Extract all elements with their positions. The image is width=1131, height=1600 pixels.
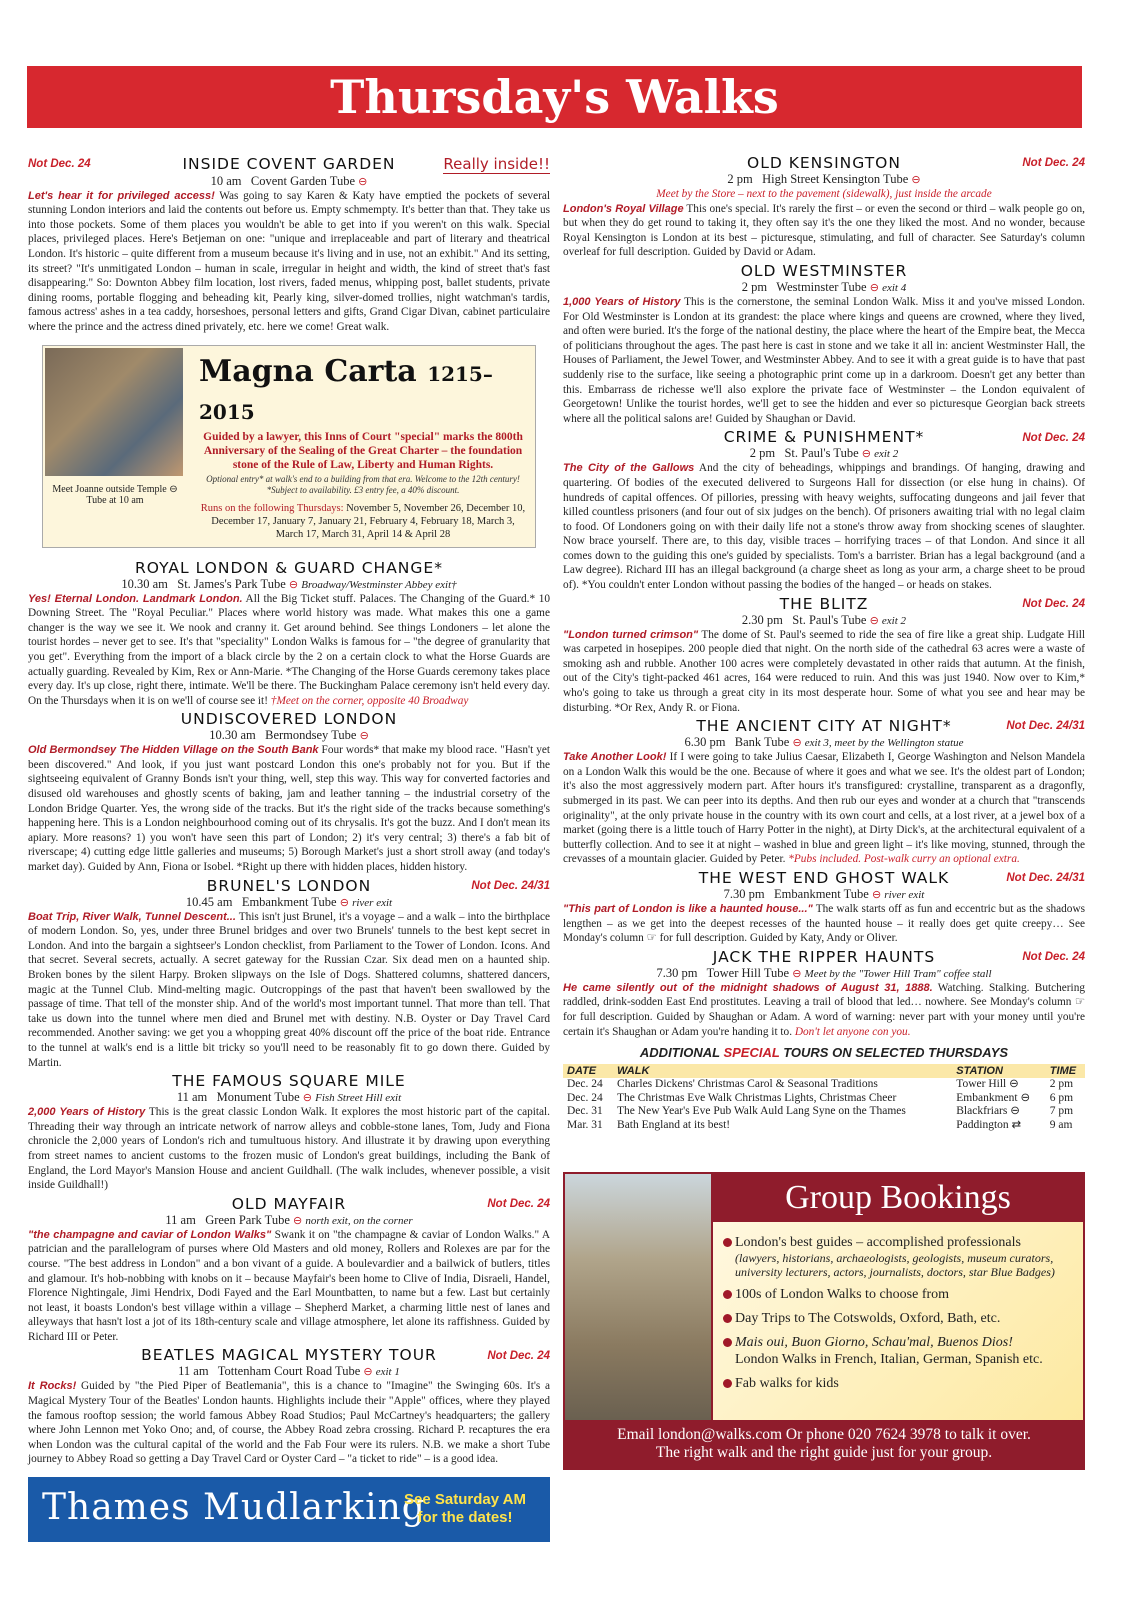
additional-tours-heading: ADDITIONAL SPECIAL TOURS ON SELECTED THURSDAYS: [639, 1045, 1009, 1061]
walk-time-station: 2 pm St. Paul's Tube ⊖ exit 2: [749, 446, 899, 461]
walk-time-station: 10.30 am Bermondsey Tube ⊖: [209, 728, 369, 743]
gatehouse-photo: [565, 1174, 711, 1420]
walk-ripper: [563, 949, 1085, 1039]
walk-westm: [563, 263, 1085, 426]
walk-title: THE WEST END GHOST WALK: [698, 868, 950, 887]
left-column: [28, 155, 550, 1542]
thames-title: Thames Mudlarking: [42, 1487, 426, 1529]
tube-icon: ⊖: [293, 1214, 303, 1227]
walk-time-station: 7.30 pm Embankment Tube ⊖ river exit: [723, 886, 925, 901]
walk-time-station: 11 am Tottenham Court Road Tube ⊖ exit 1: [178, 1364, 400, 1379]
not-date-badge: Not Dec. 24: [1022, 597, 1085, 610]
walk-blitz: [563, 596, 1085, 716]
walk-time-station: 10.30 am St. James's Park Tube ⊖ Broadway/Westminster Abbey exit†: [121, 576, 457, 591]
not-date-badge: Not Dec. 24: [1022, 431, 1085, 444]
walk-undisc: [28, 711, 550, 874]
tube-icon: ⊖: [358, 175, 368, 188]
walk-description: London's Royal Village This one's special. It's rarely the first – or even the second or third – walk people go on, but when they do get round to taking it, they often say it's the one they liked the most. And no wonder, because Royal Kensington is London at its best – picturesque, stimulating, and full of character. See Saturday's column overleaf for full description. Guided by David or Adam.: [563, 202, 1085, 259]
tube-icon: ⊖: [302, 1092, 312, 1105]
walk-beatles: [28, 1347, 550, 1467]
walk-description: "This part of London is like a haunted house..." The walk starts off as fun and eccentric but as the shadows lengthen – as we get into the deepest recesses of the haunted house – it really does get quite creepy… See Monday's column ☞ for full description. Guided by Katy, Andy or Oliver.: [563, 902, 1085, 945]
walk-title: OLD WESTMINSTER: [740, 261, 908, 280]
tube-icon: ⊖: [911, 174, 921, 186]
tube-icon: ⊖: [871, 888, 882, 901]
table-header: WALK: [613, 1064, 952, 1078]
walk-description: Take Another Look! If I were going to take Julius Caesar, Elizabeth I, George Washington and Nelson Mandela on a London Walk this would be the one. Because of where it goes and what we see. It's the oldest part of London; it's also the most aggressively modern part. After hours it's transfigured: crystalline, transparent as a dragonfly, submerged in its past. We can peer into its depths. And then rub our eyes and wonder at a church that "transcends originality", at the only private house in the country with its own court and cells, at a lost river, at a jewel box of a market (going there is a little touch of Harry Potter in the night), at Dirty Dick's, at the architectural equivalent of a butterfly collection. And to see it at night – washed in blue and green light – it's like moving, stunned, through the crevasses of a mountain glacier. Guided by Peter. *Pubs included. Post-walk curry an optional extra.: [563, 751, 1085, 866]
not-date-badge: Not Dec. 24: [28, 158, 91, 170]
thames-subtitle: See Saturday AM for the dates!: [404, 1491, 526, 1527]
walk-time-station: 10.45 am Embankment Tube ⊖ river exit: [185, 894, 393, 909]
walk-description: Yes! Eternal London. Landmark London. All the Big Ticket stuff. Palaces. The Changing of the Guard.* 10 Downing Street. The "Royal Peculiar." Places where world history was made. What makes this one a game changer is the way we see it. We nook and cranny it. Get around behind. See things Londoners – let alone the tourist hordes – never get to see. It's that "speciality" London Walks is famous for – "the degree of granularity that you get". Everything from the import of a black circle by the 2 on a certain clock to what the Horse Guards are actually guarding. Revealed by Kim, Rex or Ann-Marie. *The Changing of the Horse Guards ceremony takes place every day. It's up close, right there, intimate. We'll be there. The Buckingham Palace ceremony isn't held every day. On the Thursdays when it is on we'll of course see it! †Meet on the corner, opposite 40 Broadway: [28, 592, 550, 707]
table-row: Dec. 31 The New Year's Eve Pub Walk Auld Lang Syne on the Thames Blackfriars ⊖ 7 pm: [567, 1105, 1074, 1118]
additional-tours-table: [563, 1064, 1085, 1132]
meet-point: Meet by the Store – next to the pavement (sidewalk), just inside the arcade: [656, 188, 992, 200]
magna-meet: Meet Joanne outside Temple ⊖ Tube at 10 am: [52, 483, 178, 506]
not-date-badge: Not Dec. 24: [487, 1349, 550, 1362]
walk-time-station: 2 pm High Street Kensington Tube ⊖: [727, 172, 921, 186]
walk-title: BEATLES MAGICAL MYSTERY TOUR: [141, 1346, 437, 1365]
walk-crime: [563, 429, 1085, 592]
walk-mile: [28, 1073, 550, 1193]
magna-carta-box: [42, 345, 536, 548]
walk-description: Let's hear it for privileged access! Was going to say Karen & Katy have emptied the pockets of several stunning London interiors and laid the contents out before us. Empty schmempty. It's better than that. They take us into those pockets. Some of them places you wouldn't be able to get into if you weren't on this walk. Special places, privileged places. Here's Betjeman on one: "unique and irreplaceable and part of literary and theatrical London. It's historic – quite different from a museum because it's living and in use, not an exhibit." And its setting, its street? "It's unmitigated London – human in scale, irregular in height and width, the kind of street that's fast disappearing." So: Downton Abbey film location, lost rivers, faded menus, whipping post, ballet students, private dining rooms, portable flogging and beheading kit, Pearly king, silver-domed trollies, night watchman's tardis, famous actress' ashes in a tea caddy, horseshoes, personal letters and gifts, Grand Cigar Divan, cabinet particulaire where the prince and the actress dined privately, etc. here we come! Great walk.: [28, 189, 551, 333]
magna-dates: Runs on the following Thursdays: November 5, November 26, December 10, December 17, January 7, January 21, February 4, February 18, March 3, March 17, March 31, April 14 & April 28: [200, 502, 526, 540]
walk-covent: [28, 155, 550, 335]
walk-brunel: [28, 878, 550, 1071]
walk-description: Old Bermondsey The Hidden Village on the South Bank Four words* that make my blood race. "Hasn't yet been discovered." And look, if you just want postcard London this one's probably not for you. But if the sightseeing equivalent of Granny Bonds isn't your thing, well, step this way. This way for converted factories and disused old warehouses and ghostly scents of baking, jam and leather tanning – the industrial corsetry of the London Bridge Quarter. Yes, the wrong side of the tracks. But it's the right side of the tracks because something's happening here. This is a London neighbourhood coming out of its chrysalis. It's got the buzz. And I don't mean its apiary. More reasons? 1) you won't have seen this part of London; 2) it's very central; 3) there's a fab bit of riverscape; 4) cutting edge little galleries and museums; 5) Borough Market's just a short stroll away (and today's market day). Guided by Ann, Fiona or Isobel. *Right up there with hidden places, hidden history.: [28, 744, 551, 874]
not-date-badge: Not Dec. 24/31: [471, 879, 550, 892]
not-date-badge: Not Dec. 24/31: [1006, 872, 1085, 885]
walk-title: CRIME & PUNISHMENT*: [723, 428, 925, 447]
walk-description: 1,000 Years of History This is the cornerstone, the seminal London Walk. Miss it and you've missed London. For Old Westminster is London at its grandest: the place where kings and queens are crowned, where they lived, and often were buried. It's the forge of the national destiny, the place where the heart of the Empire beat, the Mecca of politicians throughout the ages. The past here is cast in stone and we take it all in: ancient Westminster Hall, the Houses of Parliament, the Jewel Tower, and Westminster Abbey. And to see it with a great guide is to have that past suddenly rise to the surface, like seeing a photographic print come up in a darkroom. Doesn't get any better than this. Embarrass de richesse we'll also explore the private face of Westminster – the London equivalent of Georgetown! Unlike the tourist hordes, we'll get to see the hidden and ever so picturesque Georgian back streets where all the political salons are! Guided by Shaughan or David.: [563, 295, 1085, 425]
table-row: Dec. 24 Charles Dickens' Christmas Carol & Seasonal Traditions Tower Hill ⊖ 2 pm: [567, 1078, 1074, 1091]
tube-icon: ⊖: [339, 896, 349, 909]
tube-icon: ⊖: [792, 967, 802, 980]
walk-title: ROYAL LONDON & GUARD CHANGE*: [135, 558, 443, 577]
walk-time-station: 11 am Green Park Tube ⊖ north exit, on the corner: [165, 1212, 413, 1227]
table-header: TIME: [1046, 1064, 1085, 1078]
thames-mudlarking-ad: [28, 1477, 550, 1542]
tube-icon: ⊖: [869, 614, 879, 627]
walk-time-station: 10 am Covent Garden Tube ⊖: [210, 173, 368, 188]
magna-carta-painting: [45, 348, 183, 476]
walk-title: BRUNEL'S LONDON: [206, 876, 372, 895]
table-row: Dec. 24 The Christmas Eve Walk Christmas Lights, Christmas Cheer Embankment ⊖ 6 pm: [567, 1091, 1074, 1104]
walk-title: THE BLITZ: [779, 594, 869, 613]
walk-description: "London turned crimson" The dome of St. Paul's seemed to ride the sea of fire like a great ship. Ludgate Hill was carpeted in hosepipes. 200 people died that night. On the north side of the cathedral 63 acres were a waste of smoking ash and rubble. Another 100 acres were completely devastated in other raids that autumn. At the finish, out of the City's tight-packed 461 acres, 164 were reduced to ruin. And this was just 1940. Now over to Kim,* who's going to take us through a great city in its most desperate hour. Some of what you see and hear may be disturbing. *Or Rex, Andy R. or Fiona.: [563, 628, 1086, 714]
walk-time-station: 6.30 pm Bank Tube ⊖ exit 3, meet by the Wellington statue: [684, 735, 964, 750]
tube-icon: ⊖: [288, 578, 299, 591]
walk-description: He came silently out of the midnight shadows of August 31, 1888. Watching. Stalking. Butchering raddled, drink-sodden East End prostitutes. Leaving a trail of blood that led… nowhere. See Monday's column ☞ for full description. Guided by Shaughan or Adam. A word of warning: never part with your money until you're certain it's Shaughan or Adam you're handing it to. Don't let anyone con you.: [563, 981, 1085, 1038]
not-date-badge: Not Dec. 24: [1022, 950, 1085, 963]
walk-title: INSIDE COVENT GARDEN: [182, 154, 396, 173]
magna-text: Guided by a lawyer, this Inns of Court "special" marks the 800th Anniversary of the Sealing of the Great Charter – the foundation stone of the Rule of Law, Liberty and Human Rights. Optional entry* at walk's end to a building from that era. Welcome to the 12th century! *Subject to availability. £3 entry fee, a 40% discount.: [203, 430, 523, 495]
group-footer: Email london@walks.com Or phone 020 7624 3978 to talk it over. The right walk and the right guide just for your group.: [617, 1426, 1031, 1462]
walk-description: It Rocks! Guided by "the Pied Piper of Beatlemania", this is a chance to "Imagine" the Swinging 60s. It's a Magical Mystery Tour of the Beatles' London haunts. Highlights include their "Apple" offices, where they played the famous rooftop session; the world famous Abbey Road Studios; Paul McCartney's headquarters; the gallery where John Lennon met Yoko Ono; and, of course, the Abbey Road zebra crossing. Richard P. recaptures the era when London was the cultural capital of the world and the Fab Four were its rulers. N.B. we make a short Tube journey to Abbey Road so getting a Day Travel Card or Oyster Card – "a ticket to ride" – is a good idea.: [28, 1380, 550, 1466]
group-panel: [713, 1222, 1083, 1420]
table-row: Mar. 31 Bath England at its best! Paddington ⇄ 9 am: [567, 1118, 1073, 1131]
group-item: Day Trips to The Cotswolds, Oxford, Bath, etc.: [723, 1310, 1077, 1327]
magna-title: Magna Carta 1215–2015: [199, 353, 493, 424]
walk-description: The City of the Gallows And the city of beheadings, whippings and brandings. Of hanging, drawing and quartering. Of bodies of the executed delivered to Surgeons Hall for dissection (or else hung in chains). Of hundreds of capital offences. Of pillories, pressing with heavy weights, suffocating dungeons and jail fever that killed countless prisoners (and four out of six judges on the bench). Of prisoners awaiting trial with no legal claim to food. Of Londoners going on with their daily life not a stone's throw away from shocking scenes of slaughter. Now brace yourself. There are, to this day, visible traces – horrifying traces – of that London. And since it all comes down to the guiding this one's guided by specialists. Tom's a barrister. Brian has a legal background (and a Law degree). Richard III has an illegal background (a charge sheet as long as your arm, a charge sheet to be proud of). *You couldn't enter London without passing the bodies of the hanged – or heads on stakes.: [563, 462, 1085, 592]
group-item: London's best guides – accomplished professionals (lawyers, historians, archaeologists, geologists, museum curators, university lecturers, actors, journalists, doctors, star Blue Badges): [723, 1234, 1077, 1279]
tube-icon: ⊖: [359, 730, 369, 743]
page-title: Thursday's Walks: [27, 66, 1082, 128]
walk-description: Boat Trip, River Walk, Tunnel Descent... This isn't just Brunel, it's a voyage – and a walk – into the birthplace of modern London. So, yes, under three Brunel bridges and over two Brunels' tunnels to the best kept secret in London. And into the bargain a sightseer's London checklist, from Parliament to the Tower of London. Icons. And that secret. Several secrets, actually. A secret gateway for the Russian Czar. Six dead men on a haunted ship. Broken bones by the silent Harpy. Broken slipways on the Isle of Dogs. Shattered columns, shattered dancers, magic at the Tunnel Club. Mind-melting magic. Outcroppings of the past that haven't been swallowed by the passage of time. That tell of the monster ship. And of the world's most important tunnel. That more than tell. That take us down into the tunnel where men died and Brunel met with destiny. N.B. Oyster or Day Travel Card recommended. Another saving: we get you a whopping great 40% discount off the price of the boat ride. Entrance to the tunnel at walk's end is a little bit tricky so you'll need to be reasonably fit to go down there. Guided by Martin.: [28, 910, 550, 1069]
right-column: [563, 155, 1085, 1470]
group-item: 100s of London Walks to choose from: [723, 1286, 1077, 1303]
walk-description: 2,000 Years of History This is the great classic London Walk. It explores the most historic part of the capital. Threading their way through an intricate network of narrow alleys and cobble-stone lanes, Tom, Judy and Fiona chronicle the 2,000 years of London's rich and tumultuous history. And illustrate it by drawing upon everything from street names to ancient customs to the frozen music of London's great buildings, including the Bank of England, the Lord Mayor's Mansion House and ancient Guildhall. (The walk includes, whenever possible, a visit inside Guildhall!): [28, 1106, 550, 1192]
not-date-badge: Not Dec. 24: [487, 1197, 550, 1210]
tube-icon: ⊖: [792, 737, 802, 750]
group-bookings-ad: [563, 1172, 1085, 1470]
walk-mayfair: [28, 1196, 550, 1345]
walk-ghost: [563, 870, 1085, 946]
walk-title: THE FAMOUS SQUARE MILE: [172, 1072, 406, 1091]
walk-time-station: 7.30 pm Tower Hill Tube ⊖ Meet by the "Tower Hill Tram" coffee stall: [656, 965, 992, 980]
tube-icon: ⊖: [869, 281, 879, 294]
walk-title: UNDISCOVERED LONDON: [180, 710, 398, 729]
walk-title: JACK THE RIPPER HAUNTS: [712, 947, 936, 966]
not-date-badge: Not Dec. 24/31: [1006, 720, 1085, 733]
tube-icon: ⊖: [363, 1366, 373, 1379]
walk-title: OLD MAYFAIR: [231, 1194, 347, 1213]
walk-title: OLD KENSINGTON: [747, 154, 901, 172]
walk-ancient: [563, 718, 1085, 867]
group-item: Mais oui, Buon Giorno, Schau'mal, Buenos Dios! London Walks in French, Italian, German, Spanish etc.: [723, 1334, 1077, 1368]
walk-title: THE ANCIENT CITY AT NIGHT*: [696, 717, 952, 736]
walk-time-station: 2.30 pm St. Paul's Tube ⊖ exit 2: [741, 612, 907, 627]
group-item: Fab walks for kids: [723, 1375, 1077, 1392]
really-inside-note: Really inside!!: [443, 155, 550, 173]
walk-royal: [28, 560, 550, 709]
walk-time-station: 11 am Monument Tube ⊖ Fish Street Hill exit: [176, 1090, 402, 1105]
walk-description: "the champagne and caviar of London Walks" Swank it on "the champagne & caviar of London Walks." A patrician and the parallelogram of purses where Old Masters and old money, Rollers and Rolexes are par for the course. "The best address in London" and a bon vivant of a guide. A boulevardier and a bailwick of butlers, titles and glamour. It's hob-nobbing with knobs on it – because Mayfair's been home to Clive of India, Disraeli, Handel, Florence Nightingale, Jimi Hendrix, Dodi Fayed and the Earl Mountbatten, to name but a few. Last but certainly not least, it boasts London's best village within a village – Shepherd Market, a charming little nest of lanes and alleyways that hasn't lost a jot of its 18th-century scale and village atmosphere, let alone its raffishness. Guided by Richard III or Peter.: [28, 1228, 550, 1343]
table-header: STATION: [952, 1064, 1046, 1078]
walk-time-station: 2 pm Westminster Tube ⊖ exit 4: [741, 279, 907, 294]
not-date-badge: Not Dec. 24: [1022, 157, 1085, 170]
table-header: DATE: [563, 1064, 613, 1078]
tube-icon: ⊖: [861, 448, 871, 461]
group-title: Group Bookings: [785, 1179, 1011, 1217]
walk-kens: [563, 155, 1085, 260]
